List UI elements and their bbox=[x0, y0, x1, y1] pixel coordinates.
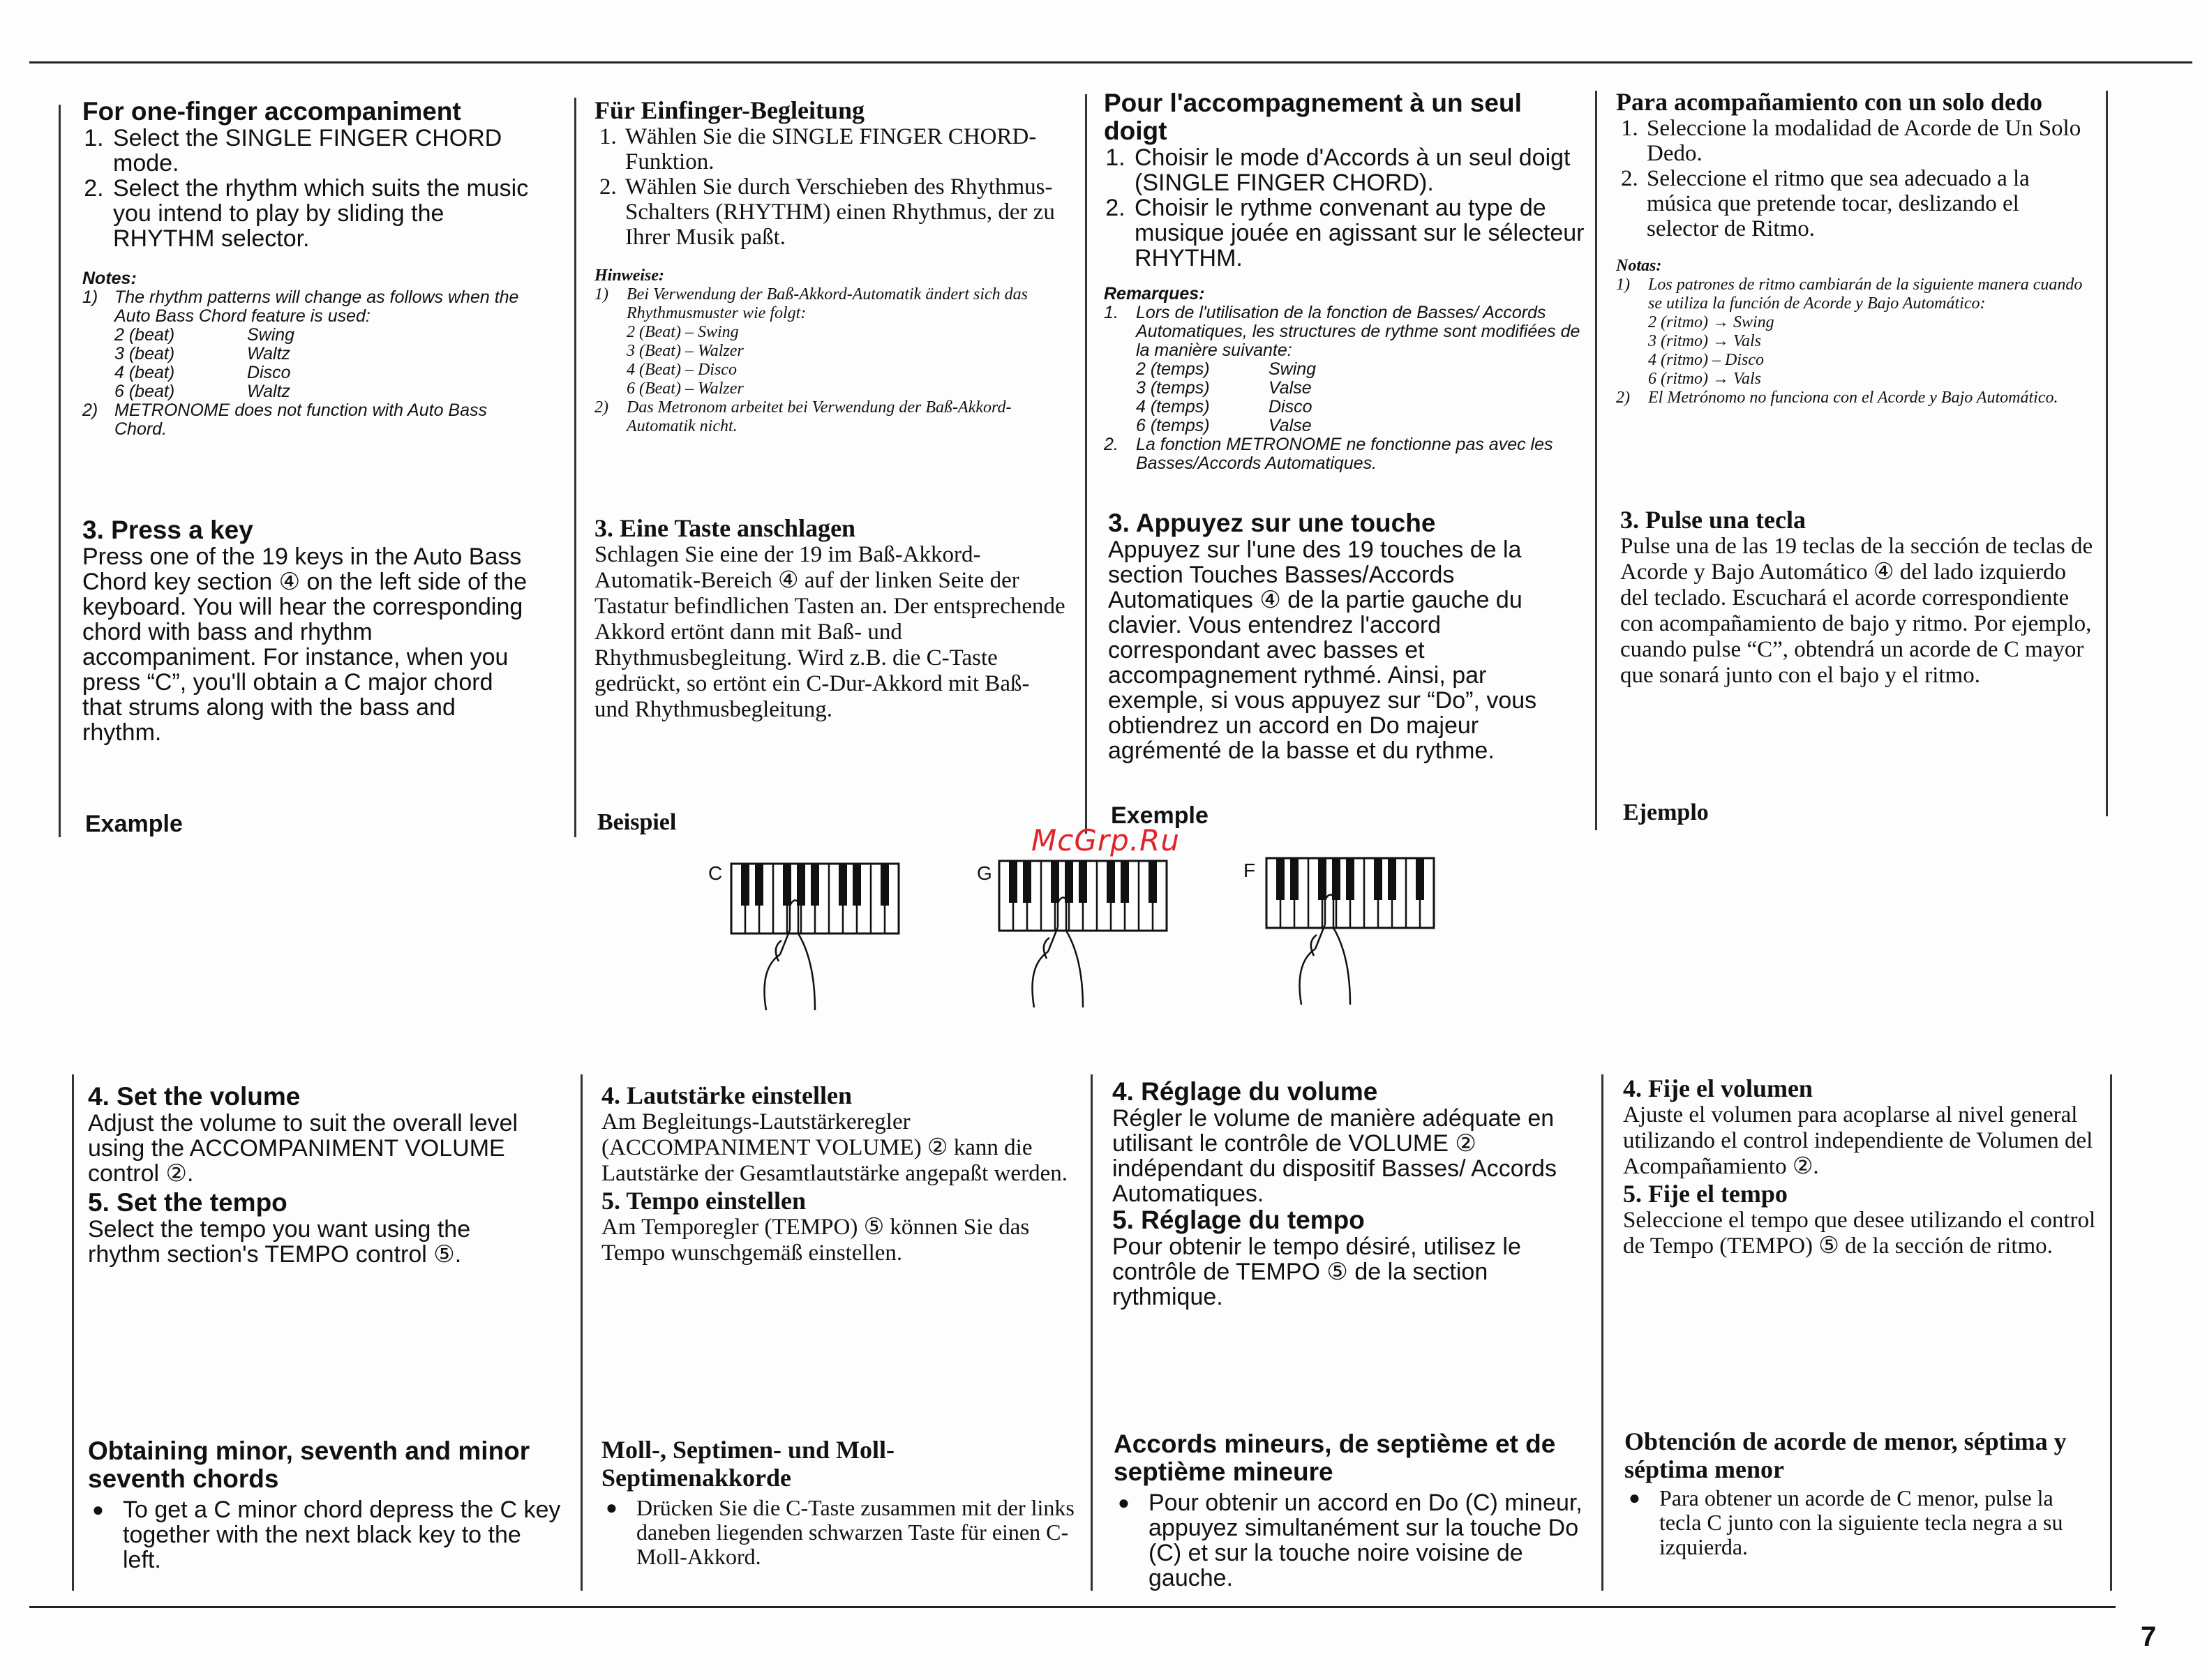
french-note1-num: 1. bbox=[1104, 303, 1119, 322]
german-rhythm-3: 4 (Beat) – Disco bbox=[627, 361, 737, 379]
english-note1: The rhythm patterns will change as follows when the Auto Bass Chord feature is used: bbox=[114, 287, 519, 326]
black-key bbox=[811, 864, 819, 906]
german-section3-title: 3. Eine Taste anschlagen bbox=[594, 514, 856, 542]
spanish-step-1: 1. Seleccione la modalidad de Acorde de Un Solo Dedo. bbox=[1644, 116, 2090, 166]
english-example: Example bbox=[85, 811, 183, 837]
col-rule-1 bbox=[59, 105, 61, 837]
black-key bbox=[881, 864, 889, 906]
keyboard-frame-g bbox=[999, 861, 1167, 931]
black-key bbox=[1149, 861, 1157, 903]
english-section1-title: For one-finger accompaniment bbox=[82, 97, 461, 126]
black-key bbox=[1065, 861, 1073, 903]
english-minor-title: Obtaining minor, seventh and minor seventh chords bbox=[88, 1437, 530, 1493]
german-section45 bbox=[601, 1081, 1076, 1266]
black-key bbox=[1416, 858, 1424, 900]
english-section45 bbox=[88, 1083, 534, 1267]
french-rhythm-1-beat: 2 (temps) bbox=[1136, 359, 1210, 379]
french-steps bbox=[1104, 145, 1585, 271]
black-key bbox=[1009, 861, 1017, 903]
french-notes bbox=[1104, 303, 1585, 473]
black-key bbox=[1346, 858, 1354, 900]
spanish-note1: Los patrones de ritmo cambiarán de la siguiente manera cuando se utiliza la función de Acorde y Bajo Automático: bbox=[1648, 276, 2083, 313]
german-notes-title: Hinweise: bbox=[594, 267, 664, 285]
col-rule-6 bbox=[72, 1074, 74, 1591]
german-minor-bullet: ● Drücken Sie die C-Taste zusammen mit der links daneben liegenden schwarzen Taste für einen C-Moll-Akkord. bbox=[636, 1496, 1076, 1569]
german-section4-title: 4. Lautstärke einstellen bbox=[601, 1081, 852, 1109]
french-notes-title: Remarques: bbox=[1104, 284, 1205, 303]
spanish-section1-title: Para acompañamiento con un solo dedo bbox=[1616, 88, 2043, 116]
english-notes bbox=[82, 288, 536, 439]
english-section3-title: 3. Press a key bbox=[82, 516, 253, 544]
english-minor-bullet: ● To get a C minor chord depress the C key together with the next black key to the left. bbox=[123, 1497, 562, 1573]
black-key bbox=[853, 864, 861, 906]
spanish-note2-num: 2) bbox=[1616, 389, 1630, 407]
keyboard-g bbox=[999, 861, 1167, 1007]
german-section5-title: 5. Tempo einstellen bbox=[601, 1187, 807, 1215]
hand-icon bbox=[765, 900, 816, 1010]
bottom-rule bbox=[29, 1606, 2116, 1608]
top-rule bbox=[29, 61, 2192, 63]
french-section45 bbox=[1112, 1078, 1559, 1310]
black-key bbox=[755, 864, 763, 906]
spanish-notes bbox=[1616, 276, 2090, 407]
spanish-top bbox=[1616, 88, 2090, 407]
german-section3-body: Schlagen Sie eine der 19 im Baß-Akkord-Automatik-Bereich ④ auf der linken Seite der Tastatur befindlichen Tasten an. Der entsprechende Akkord ertönt dann mit Baß- und Rhythmusbegleitung. Wird z.B. die C-Taste gedrückt, so ertönt ein C-Dur-Akkord mit Baß- und Rhythmusbegleitung. bbox=[594, 542, 1065, 722]
spanish-minor-title: Obtención de acorde de menor, séptima y séptima menor bbox=[1624, 1427, 2067, 1483]
hand-icon bbox=[1300, 894, 1351, 1005]
german-note2-num: 2) bbox=[594, 398, 608, 417]
french-example: Exemple bbox=[1111, 802, 1209, 829]
black-key bbox=[839, 864, 847, 906]
english-note2-num: 2) bbox=[82, 400, 98, 420]
black-key bbox=[1374, 858, 1382, 900]
english-section3 bbox=[82, 516, 529, 745]
spanish-rhythm-2: 3 (ritmo) → Vals bbox=[1648, 332, 1761, 350]
col-rule-7 bbox=[581, 1074, 583, 1591]
english-rhythm-1-style: Swing bbox=[247, 325, 295, 345]
spanish-steps bbox=[1616, 116, 2090, 241]
french-rhythm-1-style: Swing bbox=[1269, 359, 1317, 379]
english-section4-body: Adjust the volume to suit the overall level using the ACCOMPANIMENT VOLUME control ②. bbox=[88, 1110, 518, 1187]
french-step-2: 2. Choisir le rythme convenant au type de musique jouée en agissant sur le sélecteur RHYTHM. bbox=[1132, 195, 1585, 271]
german-section3 bbox=[594, 514, 1069, 723]
keyboard-c bbox=[731, 864, 899, 1010]
french-minor bbox=[1114, 1430, 1588, 1591]
black-key bbox=[797, 864, 805, 906]
english-rhythm-1-beat: 2 (beat) bbox=[114, 325, 175, 345]
german-rhythm-2: 3 (Beat) – Walzer bbox=[627, 342, 744, 360]
spanish-minor bbox=[1624, 1427, 2099, 1559]
english-rhythm-3-style: Disco bbox=[247, 363, 291, 382]
col-rule-3 bbox=[1085, 94, 1087, 834]
english-steps bbox=[82, 126, 536, 251]
english-step-1: 1. Select the SINGLE FINGER CHORD mode. bbox=[110, 126, 536, 176]
german-rhythm-4: 6 (Beat) – Walzer bbox=[627, 380, 744, 398]
french-section3 bbox=[1108, 509, 1576, 763]
english-section5-title: 5. Set the tempo bbox=[88, 1188, 287, 1217]
spanish-section3-body: Pulse una de las 19 teclas de la sección de teclas de Acorde y Bajo Automático ④ del lado izquierdo del teclado. Escuchará el acorde correspondiente con acompañamiento de bajo y ritmo. Por ejemplo, cuando pulse “C”, obtendrá un acorde de C mayor que sonará junto con el bajo y el ritmo. bbox=[1620, 534, 2093, 688]
french-section4-title: 4. Réglage du volume bbox=[1112, 1077, 1378, 1106]
keyboard-frame-f bbox=[1266, 858, 1434, 928]
french-step-1: 1. Choisir le mode d'Accords à un seul doigt (SINGLE FINGER CHORD). bbox=[1132, 145, 1585, 195]
keyboard-f bbox=[1266, 858, 1434, 1005]
german-minor-title: Moll-, Septimen- und Moll-Septimenakkorde bbox=[601, 1436, 895, 1492]
black-key bbox=[1079, 861, 1087, 903]
german-steps bbox=[594, 124, 1055, 250]
spanish-notes-title: Notas: bbox=[1616, 257, 1662, 275]
spanish-note2: El Metrónomo no funciona con el Acorde y Bajo Automático. bbox=[1648, 389, 2058, 407]
spanish-section4-title: 4. Fije el volumen bbox=[1623, 1074, 1813, 1102]
col-rule-9 bbox=[1601, 1074, 1603, 1591]
col-rule-4 bbox=[1595, 91, 1597, 830]
black-key bbox=[783, 864, 791, 906]
english-rhythm-3-beat: 4 (beat) bbox=[114, 363, 175, 382]
keyboard-frame-c bbox=[731, 864, 899, 933]
english-rhythm-4-beat: 6 (beat) bbox=[114, 382, 175, 401]
english-minor bbox=[88, 1437, 562, 1573]
spanish-rhythm-1: 2 (ritmo) → Swing bbox=[1648, 313, 1774, 331]
german-minor bbox=[601, 1436, 1076, 1569]
english-section3-body: Press one of the 19 keys in the Auto Bass Chord key section ④ on the left side of the keyboard. You will hear the corresponding chord with bass and rhythm accompaniment. For instance, when you press “C”, you'll obtain a C major chord that strums along with the bass and rhythm. bbox=[82, 543, 528, 746]
french-top bbox=[1104, 89, 1585, 473]
german-section4-body: Am Begleitungs-Lautstärkeregler (ACCOMPANIMENT VOLUME) ② kann die Lautstärke der Gesamtlautstärke angepaßt werden. bbox=[601, 1109, 1068, 1186]
french-note2: La fonction METRONOME ne fonctionne pas avec les Basses/Accords Automatiques. bbox=[1136, 435, 1553, 473]
english-notes-title: Notes: bbox=[82, 269, 137, 288]
spanish-section4-body: Ajuste el volumen para acoplarse al nivel general utilizando el control independiente de Volumen del Acompañamiento ②. bbox=[1623, 1102, 2093, 1179]
german-note1: Bei Verwendung der Baß-Akkord-Automatik ändert sich das Rhythmusmuster wie folgt: bbox=[627, 285, 1028, 322]
french-section1-title: Pour l'accompagnement à un seul doigt bbox=[1104, 89, 1522, 145]
french-note2-num: 2. bbox=[1104, 435, 1119, 454]
spanish-section3-title: 3. Pulse una tecla bbox=[1620, 506, 1806, 534]
english-section4-title: 4. Set the volume bbox=[88, 1082, 301, 1111]
black-key bbox=[1051, 861, 1059, 903]
french-rhythm-3-style: Disco bbox=[1269, 397, 1312, 417]
chord-label-c: C bbox=[708, 862, 723, 884]
spanish-rhythm-4: 6 (ritmo) → Vals bbox=[1648, 370, 1761, 388]
german-note1-num: 1) bbox=[594, 285, 608, 303]
col-rule-5 bbox=[2106, 91, 2108, 816]
black-key bbox=[1121, 861, 1129, 903]
english-rhythm-2-beat: 3 (beat) bbox=[114, 344, 175, 363]
spanish-section5-title: 5. Fije el tempo bbox=[1623, 1180, 1788, 1208]
french-rhythm-3-beat: 4 (temps) bbox=[1136, 397, 1210, 417]
french-section4-body: Régler le volume de manière adéquate en utilisant le contrôle de VOLUME ② indépendant du dispositif Basses/ Accords Automatiques. bbox=[1112, 1105, 1557, 1207]
hand-icon bbox=[1033, 897, 1084, 1007]
french-rhythm-4-style: Valse bbox=[1269, 416, 1312, 435]
black-key bbox=[1388, 858, 1396, 900]
chord-label-f: F bbox=[1243, 860, 1256, 881]
german-example: Beispiel bbox=[597, 809, 677, 835]
spanish-rhythm-3: 4 (ritmo) – Disco bbox=[1648, 351, 1764, 369]
spanish-example: Ejemplo bbox=[1623, 800, 1709, 825]
french-minor-title: Accords mineurs, de septième et de septième mineure bbox=[1114, 1430, 1556, 1486]
black-key bbox=[1107, 861, 1115, 903]
page-number: 7 bbox=[2141, 1621, 2157, 1652]
german-section5-body: Am Temporegler (TEMPO) ⑤ können Sie das Tempo wunschgemäß einstellen. bbox=[601, 1215, 1030, 1266]
french-rhythm-2-beat: 3 (temps) bbox=[1136, 378, 1210, 398]
english-top bbox=[82, 98, 536, 439]
col-rule-10 bbox=[2110, 1074, 2112, 1591]
english-step-2: 2. Select the rhythm which suits the music you intend to play by sliding the RHYTHM selector. bbox=[110, 176, 536, 251]
black-key bbox=[1332, 858, 1340, 900]
french-section3-body: Appuyez sur l'une des 19 touches de la section Touches Basses/Accords Automatiques ④ de la partie gauche du clavier. Vous entendrez l'accord correspondant avec basses et accompagnement rythmé. Ainsi, par exemple, si vous appuyez sur “Do”, vous obtiendrez un accord en Do majeur agrémenté de la basse et du rythme. bbox=[1108, 537, 1537, 764]
german-step-1: 1. Wählen Sie die SINGLE FINGER CHORD-Funktion. bbox=[622, 124, 1055, 174]
spanish-step-2: 2. Seleccione el ritmo que sea adecuado a la música que pretende tocar, deslizando el selector de Ritmo. bbox=[1644, 166, 2090, 241]
spanish-section5-body: Seleccione el tempo que desee utilizando el control de Tempo (TEMPO) ⑤ de la sección de ritmo. bbox=[1623, 1208, 2096, 1259]
german-top bbox=[594, 96, 1055, 436]
spanish-note1-num: 1) bbox=[1616, 276, 1630, 294]
english-note2: METRONOME does not function with Auto Bass Chord. bbox=[114, 400, 488, 439]
col-rule-8 bbox=[1091, 1074, 1093, 1591]
french-rhythm-2-style: Valse bbox=[1269, 378, 1312, 398]
german-notes bbox=[594, 285, 1055, 436]
english-note1-num: 1) bbox=[82, 287, 98, 307]
french-section5-title: 5. Réglage du tempo bbox=[1112, 1206, 1365, 1234]
french-section5-body: Pour obtenir le tempo désiré, utilisez le contrôle de TEMPO ⑤ de la section rythmique. bbox=[1112, 1233, 1521, 1310]
spanish-section45 bbox=[1623, 1074, 2097, 1259]
english-rhythm-4-style: Waltz bbox=[247, 382, 291, 401]
french-note1: Lors de l'utilisation de la fonction de Basses/ Accords Automatiques, les structures de rythme sont modifiées de la manière suivante: bbox=[1136, 303, 1580, 360]
watermark: McGrp.Ru bbox=[1031, 823, 1180, 857]
french-rhythm-4-beat: 6 (temps) bbox=[1136, 416, 1210, 435]
black-key bbox=[1290, 858, 1299, 900]
english-section5-body: Select the tempo you want using the rhythm section's TEMPO control ⑤. bbox=[88, 1216, 471, 1268]
col-rule-2 bbox=[574, 98, 576, 837]
chord-label-g: G bbox=[977, 862, 992, 884]
german-rhythm-1: 2 (Beat) – Swing bbox=[627, 323, 739, 341]
german-step-2: 2. Wählen Sie durch Verschieben des Rhythmus-Schalters (RHYTHM) einen Rhythmus, der zu Ihrer Musik paßt. bbox=[622, 174, 1055, 250]
german-section1-title: Für Einfinger-Begleitung bbox=[594, 96, 865, 124]
spanish-section3 bbox=[1620, 506, 2095, 689]
german-note2: Das Metronom arbeitet bei Verwendung der Baß-Akkord-Automatik nicht. bbox=[627, 398, 1012, 435]
black-key bbox=[1276, 858, 1285, 900]
french-minor-bullet: ● Pour obtenir un accord en Do (C) mineur, appuyez simultanément sur la touche Do (C) et sur la touche noire voisine de gauche. bbox=[1149, 1490, 1588, 1591]
black-key bbox=[1023, 861, 1031, 903]
black-key bbox=[1318, 858, 1326, 900]
spanish-minor-bullet: ● Para obtener un acorde de C menor, pulse la tecla C junto con la siguiente tecla negra a su izquierda. bbox=[1659, 1486, 2099, 1559]
french-section3-title: 3. Appuyez sur une touche bbox=[1108, 509, 1436, 537]
english-rhythm-2-style: Waltz bbox=[247, 344, 291, 363]
black-key bbox=[741, 864, 749, 906]
